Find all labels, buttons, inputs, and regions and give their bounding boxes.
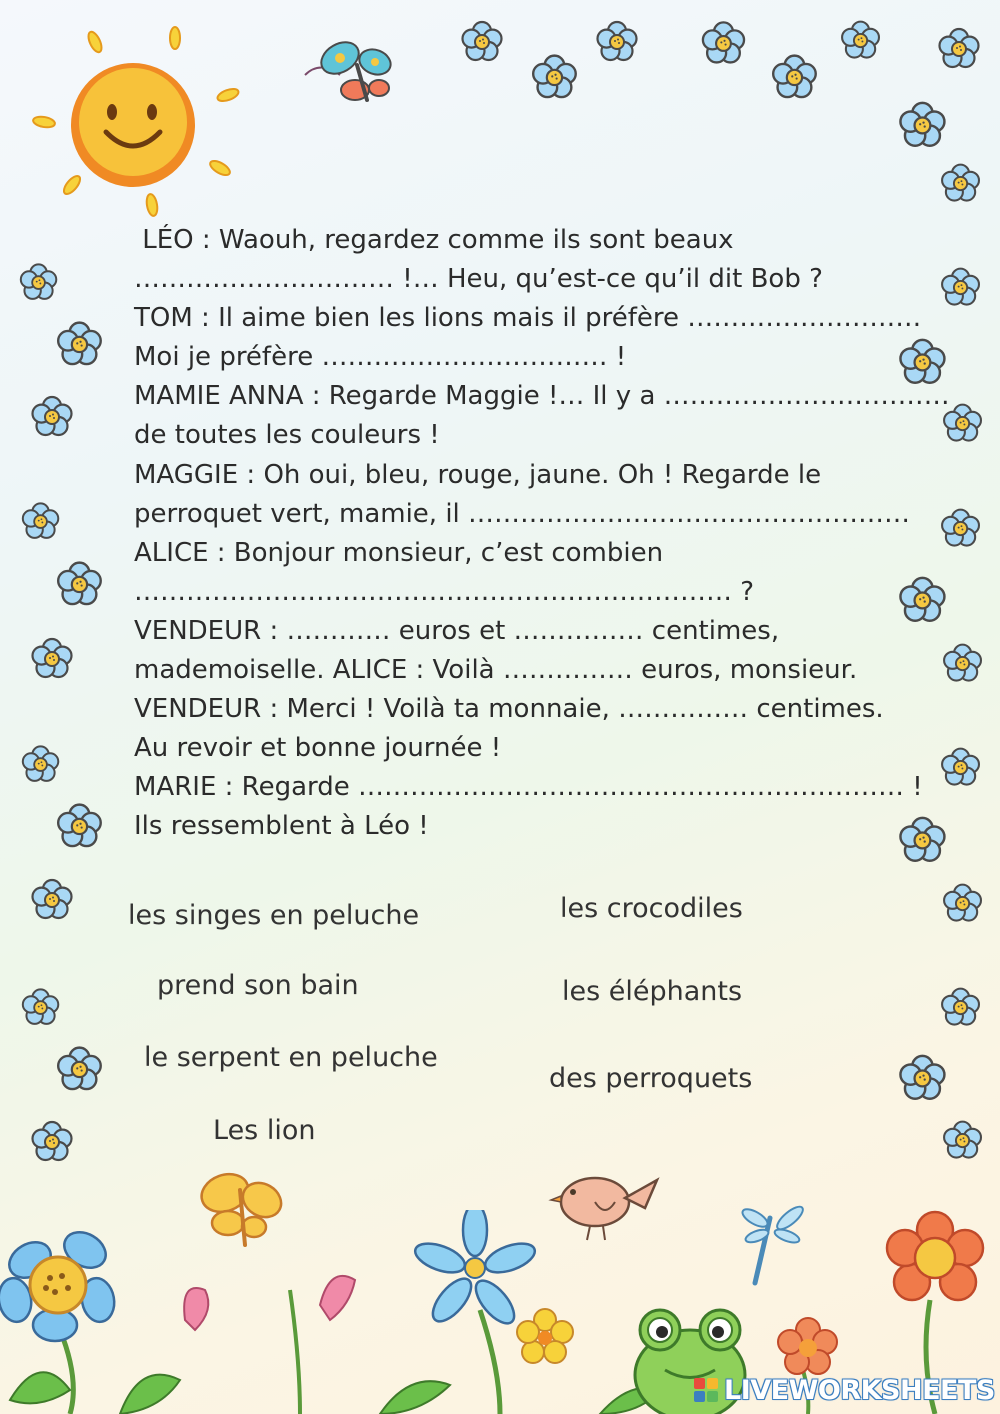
word-bank-item[interactable]: les éléphants xyxy=(562,976,743,1007)
flower-icon xyxy=(16,497,66,547)
flower-icon xyxy=(935,158,987,210)
flower-icon xyxy=(935,503,987,555)
flower-icon xyxy=(835,15,887,67)
flower-icon xyxy=(14,258,64,308)
sun-icon xyxy=(30,20,250,230)
flower-icon xyxy=(935,982,987,1034)
flower-icon xyxy=(50,1040,110,1100)
dialogue-line: mademoiselle. ALICE : Voilà …………… euros, monsieur. xyxy=(134,655,858,686)
flower-icon xyxy=(937,638,989,690)
dialogue-line: ………………………… !… Heu, qu’est-ce qu’il dit Bob ? xyxy=(134,264,823,295)
flower-icon xyxy=(932,22,987,77)
flower-icon xyxy=(16,740,66,790)
flower-icon xyxy=(525,48,585,108)
flower-icon xyxy=(892,95,954,157)
dialogue-line: MAMIE ANNA : Regarde Maggie !… Il y a …………………………… xyxy=(134,381,950,412)
dialogue-line: TOM : Il aime bien les lions mais il préfère ……………………… xyxy=(134,303,922,334)
flower-icon xyxy=(937,1115,989,1167)
flower-icon xyxy=(25,632,80,687)
dialogue-text xyxy=(134,221,950,847)
flower-icon xyxy=(590,15,645,70)
flower-icon xyxy=(935,262,987,314)
flower-icon xyxy=(695,15,753,73)
flower-icon xyxy=(25,1115,80,1170)
dialogue-line: MARIE : Regarde ……………………………………………………… ! xyxy=(134,772,923,803)
flower-icon xyxy=(16,983,66,1033)
dialogue-line: …………………………………………………………… ? xyxy=(134,576,755,607)
dialogue-line: Moi je préfère …………………………… ! xyxy=(134,342,627,373)
flower-icon xyxy=(937,878,989,930)
flower-icon xyxy=(50,797,110,857)
word-bank-item[interactable]: les singes en peluche xyxy=(128,900,420,931)
flower-icon xyxy=(455,15,510,70)
watermark-text: LIVEWORKSHEETS xyxy=(724,1374,995,1406)
word-bank-item[interactable]: prend son bain xyxy=(157,970,359,1001)
flower-icon xyxy=(50,555,110,615)
butterfly-icon xyxy=(295,30,400,120)
dialogue-line: ALICE : Bonjour monsieur, c’est combien xyxy=(134,537,664,568)
liveworksheets-logo-icon xyxy=(692,1376,720,1404)
dialogue-line: VENDEUR : Merci ! Voilà ta monnaie, …………… centimes. xyxy=(134,694,884,725)
dialogue-line: MAGGIE : Oh oui, bleu, rouge, jaune. Oh ! Regarde le xyxy=(134,459,822,490)
dialogue-line: VENDEUR : ………… euros et …………… centimes, xyxy=(134,615,780,646)
dialogue-line: de toutes les couleurs ! xyxy=(134,420,440,451)
word-bank-item[interactable]: Les lion xyxy=(213,1115,316,1146)
dialogue-line: LÉO : Waouh, regardez comme ils sont beaux xyxy=(134,225,734,255)
dialogue-line: perroquet vert, mamie, il …………………………………………… xyxy=(134,498,911,529)
flower-icon xyxy=(935,742,987,794)
flower-icon xyxy=(50,315,110,375)
liveworksheets-logo xyxy=(692,1372,995,1408)
flower-icon xyxy=(765,48,825,108)
flower-icon xyxy=(892,1048,954,1110)
word-bank-item[interactable]: les crocodiles xyxy=(560,893,743,924)
flower-icon xyxy=(25,873,80,928)
word-bank-item[interactable]: des perroquets xyxy=(549,1063,753,1094)
flower-icon xyxy=(25,390,80,445)
dialogue-line: Au revoir et bonne journée ! xyxy=(134,733,502,764)
dialogue-line: Ils ressemblent à Léo ! xyxy=(134,811,429,842)
word-bank-item[interactable]: le serpent en peluche xyxy=(144,1042,438,1073)
